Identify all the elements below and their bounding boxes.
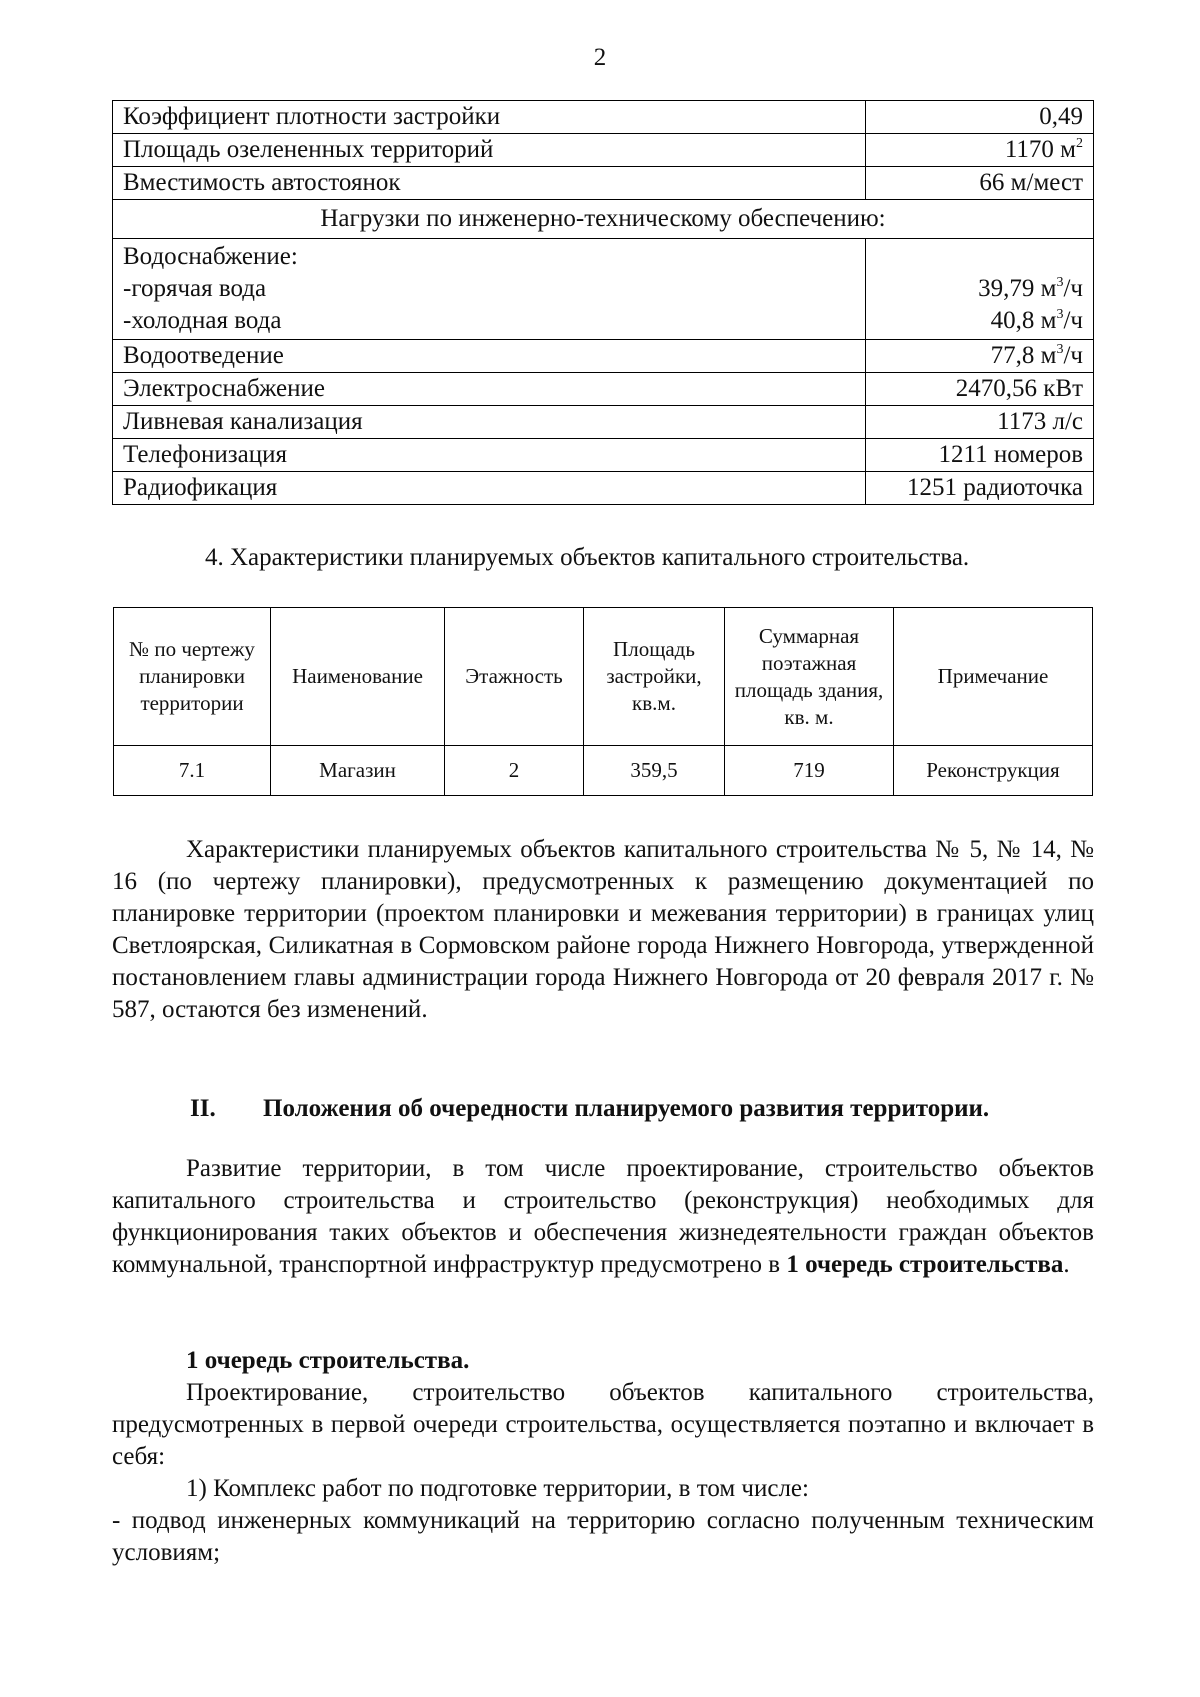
table-row	[113, 439, 1094, 472]
column-header: № по чертежу планировки территории	[114, 608, 271, 746]
table-row	[113, 340, 1094, 373]
cold-water-number: 40,8 м	[990, 307, 1057, 334]
stage-1-heading	[112, 1345, 1094, 1377]
water-supply-labels	[113, 239, 866, 340]
param-value	[866, 340, 1094, 373]
paragraph-development-end: .	[1063, 1251, 1070, 1278]
hot-water-label: -горячая вода	[123, 275, 267, 302]
column-header: Примечание	[894, 608, 1093, 746]
paragraph-development-text: Развитие территории, в том числе проектирование, строительство объектов капитального строительства и строительство (реконструкция) необходимых для функционирования таких объектов и обеспечения жизнедеятельности граждан объектов коммунальной, транспортной инфраструктур предусмотрено в	[112, 1155, 1094, 1278]
param-label: Радиофикация	[113, 472, 866, 505]
hot-water-value	[876, 273, 1083, 305]
param-label: Ливневая канализация	[113, 406, 866, 439]
paragraph-unchanged-objects: Характеристики планируемых объектов капитального строительства № 5, № 14, № 16 (по чертежу планировки), предусмотренных к размещению документацией по планировке территории (проектом планировки и межевания территории) в границах улиц Светлоярская, Силикатная в Сормовском районе города Нижнего Новгорода, утвержденной постановлением главы администрации города Нижнего Новгорода от 20 февраля 2017 г. № 587, остаются без изменений.	[112, 836, 1094, 1023]
param-value	[866, 134, 1094, 167]
table-cell: 7.1	[114, 746, 271, 796]
param-value: 1251 радиоточка	[866, 472, 1094, 505]
column-header: Этажность	[445, 608, 584, 746]
param-label: Электроснабжение	[113, 373, 866, 406]
param-label: Площадь озелененных территорий	[113, 134, 866, 167]
unit-tail: /ч	[1063, 275, 1083, 302]
section-4-caption: 4. Характеристики планируемых объектов капитального строительства.	[205, 544, 970, 571]
water-supply-title: Водоснабжение:	[123, 243, 298, 270]
table-cell: Реконструкция	[894, 746, 1093, 796]
drainage-number: 77,8 м	[990, 342, 1057, 369]
unit-tail: /ч	[1063, 342, 1083, 369]
table-row	[113, 101, 1094, 134]
table-row	[113, 239, 1094, 340]
paragraph-development-bold: 1 очередь строительства	[786, 1251, 1064, 1278]
stage-1-item-1-sub: - подвод инженерных коммуникаций на территорию согласно полученным техническим условиям;	[112, 1507, 1094, 1566]
param-label: Водоотведение	[113, 340, 866, 373]
table-row	[113, 167, 1094, 200]
column-header: Площадь застройки, кв.м.	[584, 608, 725, 746]
section-2-title: Положения об очередности планируемого развития территории.	[263, 1095, 990, 1122]
objects-table	[113, 607, 1093, 796]
section-2-number: II.	[190, 1095, 216, 1122]
param-value-main: 1170 м	[1004, 136, 1076, 163]
cold-water-label: -холодная вода	[123, 307, 282, 334]
table-row	[114, 746, 1093, 796]
param-value: 2470,56 кВт	[866, 373, 1094, 406]
cold-water-value	[876, 305, 1083, 337]
table-header-row	[114, 608, 1093, 746]
table-cell: Магазин	[271, 746, 445, 796]
table-row	[113, 134, 1094, 167]
paragraph-development	[112, 1153, 1094, 1281]
param-value: 1173 л/с	[866, 406, 1094, 439]
hot-water-number: 39,79 м	[978, 275, 1057, 302]
unit-sup: 3	[1056, 275, 1064, 290]
unit-sup: 3	[1056, 342, 1064, 357]
param-value: 66 м/мест	[866, 167, 1094, 200]
param-value: 0,49	[866, 101, 1094, 134]
column-header: Наименование	[271, 608, 445, 746]
param-label: Телефонизация	[113, 439, 866, 472]
stage-1-heading-text: 1 очередь строительства.	[186, 1347, 470, 1374]
unit-tail: /ч	[1063, 307, 1083, 334]
table-row	[113, 406, 1094, 439]
water-supply-values	[866, 239, 1094, 340]
page-number: 2	[593, 44, 607, 71]
column-header: Суммарная поэтажная площадь здания, кв. м.	[725, 608, 894, 746]
table-cell: 359,5	[584, 746, 725, 796]
table-cell: 719	[725, 746, 894, 796]
parameters-table	[112, 100, 1094, 505]
stage-1-item-1: 1) Комплекс работ по подготовке территории, в том числе:	[186, 1475, 809, 1502]
table-row	[113, 472, 1094, 505]
table-row	[113, 373, 1094, 406]
unit-sup: 3	[1056, 307, 1064, 322]
param-label: Вместимость автостоянок	[113, 167, 866, 200]
stage-1-paragraph: Проектирование, строительство объектов капитального строительства, предусмотренных в первой очереди строительства, осуществляется поэтапно и включает в себя:	[112, 1379, 1094, 1470]
param-value-sup: 2	[1076, 136, 1083, 151]
param-label: Коэффициент плотности застройки	[113, 101, 866, 134]
param-value: 1211 номеров	[866, 439, 1094, 472]
loads-heading: Нагрузки по инженерно-техническому обеспечению:	[113, 200, 1094, 239]
table-row	[113, 200, 1094, 239]
table-cell: 2	[445, 746, 584, 796]
